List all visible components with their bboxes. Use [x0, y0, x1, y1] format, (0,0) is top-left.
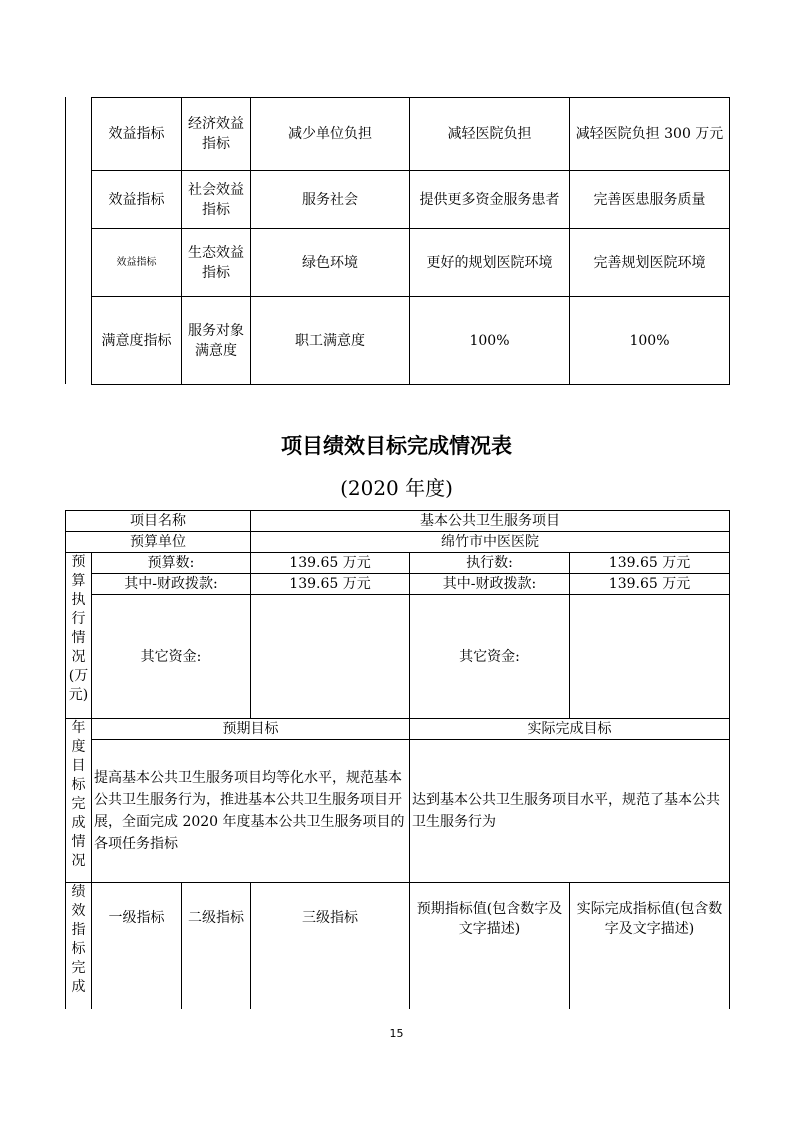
fiscal-label-actual: 其中-财政拨款: — [410, 574, 570, 595]
project-name-value: 基本公共卫生服务项目 — [251, 511, 730, 532]
page-title: 项目绩效目标完成情况表 — [281, 434, 512, 458]
level1-cell: 效益指标 — [92, 171, 182, 229]
table-row — [66, 532, 730, 553]
budget-amount-label: 预算数: — [92, 553, 251, 574]
fiscal-label: 其中-财政拨款: — [92, 574, 251, 595]
level2-cell: 服务对象满意度 — [182, 297, 251, 385]
other-funds-value-actual — [570, 595, 730, 719]
table-row — [92, 297, 730, 385]
table-row — [92, 171, 730, 229]
level2-cell: 经济效益指标 — [182, 98, 251, 171]
table-row — [66, 595, 730, 719]
continued-indicator-table — [91, 97, 730, 385]
table-row — [66, 511, 730, 532]
actual-goal-text: 达到基本公共卫生服务项目水平，规范了基本公共卫生服务行为 — [410, 740, 730, 883]
level3-cell: 服务社会 — [251, 171, 410, 229]
budget-unit-label: 预算单位 — [66, 532, 251, 553]
actual-cell: 完善医患服务质量 — [570, 171, 730, 229]
fiscal-amount: 139.65 万元 — [251, 574, 410, 595]
header-level3: 三级指标 — [251, 883, 410, 1009]
performance-table — [65, 510, 730, 1009]
table-row — [66, 719, 730, 740]
level1-cell: 效益指标 — [92, 98, 182, 171]
actual-cell: 减轻医院负担 300 万元 — [570, 98, 730, 171]
target-cell: 减轻医院负担 — [410, 98, 570, 171]
other-funds-label-actual: 其它资金: — [410, 595, 570, 719]
table-row — [92, 98, 730, 171]
exec-amount-label: 执行数: — [410, 553, 570, 574]
header-actual-value: 实际完成指标值(包含数字及文字描述) — [570, 883, 730, 1009]
page-number: 15 — [389, 1027, 404, 1040]
expected-goal-text: 提高基本公共卫生服务项目均等化水平，规范基本公共卫生服务行为，推进基本公共卫生服务项目开展，全面完成 2020 年度基本公共卫生服务项目的各项任务指标 — [92, 740, 410, 883]
budget-execution-side-label: 预 算 执 行 情 况 (万 元) — [66, 553, 92, 719]
header-level1: 一级指标 — [92, 883, 182, 1009]
project-name-label: 项目名称 — [66, 511, 251, 532]
annual-goal-side-label: 年 度 目 标 完 成 情 况 — [66, 719, 92, 883]
table-row — [66, 883, 730, 1009]
other-funds-value — [251, 595, 410, 719]
level1-cell: 满意度指标 — [92, 297, 182, 385]
header-expected-value: 预期指标值(包含数字及文字描述) — [410, 883, 570, 1009]
expected-goal-label: 预期目标 — [92, 719, 410, 740]
table-row — [66, 553, 730, 574]
level2-cell: 生态效益指标 — [182, 229, 251, 297]
table-row — [92, 229, 730, 297]
level3-cell: 减少单位负担 — [251, 98, 410, 171]
performance-side-label: 绩 效 指 标 完 成 — [66, 883, 92, 1009]
table-row — [66, 740, 730, 883]
table-row — [66, 574, 730, 595]
header-level2: 二级指标 — [182, 883, 251, 1009]
page-subtitle: (2020 年度) — [340, 476, 453, 500]
actual-cell: 100% — [570, 297, 730, 385]
continued-table-outer-border — [65, 97, 66, 384]
target-cell: 更好的规划医院环境 — [410, 229, 570, 297]
target-cell: 提供更多资金服务患者 — [410, 171, 570, 229]
actual-cell: 完善规划医院环境 — [570, 229, 730, 297]
level3-cell: 绿色环境 — [251, 229, 410, 297]
target-cell: 100% — [410, 297, 570, 385]
level3-cell: 职工满意度 — [251, 297, 410, 385]
level1-cell: 效益指标 — [92, 229, 182, 297]
exec-amount-value: 139.65 万元 — [570, 553, 730, 574]
fiscal-amount-actual: 139.65 万元 — [570, 574, 730, 595]
actual-goal-label: 实际完成目标 — [410, 719, 730, 740]
budget-amount-value: 139.65 万元 — [251, 553, 410, 574]
budget-unit-value: 绵竹市中医医院 — [251, 532, 730, 553]
level2-cell: 社会效益指标 — [182, 171, 251, 229]
other-funds-label: 其它资金: — [92, 595, 251, 719]
